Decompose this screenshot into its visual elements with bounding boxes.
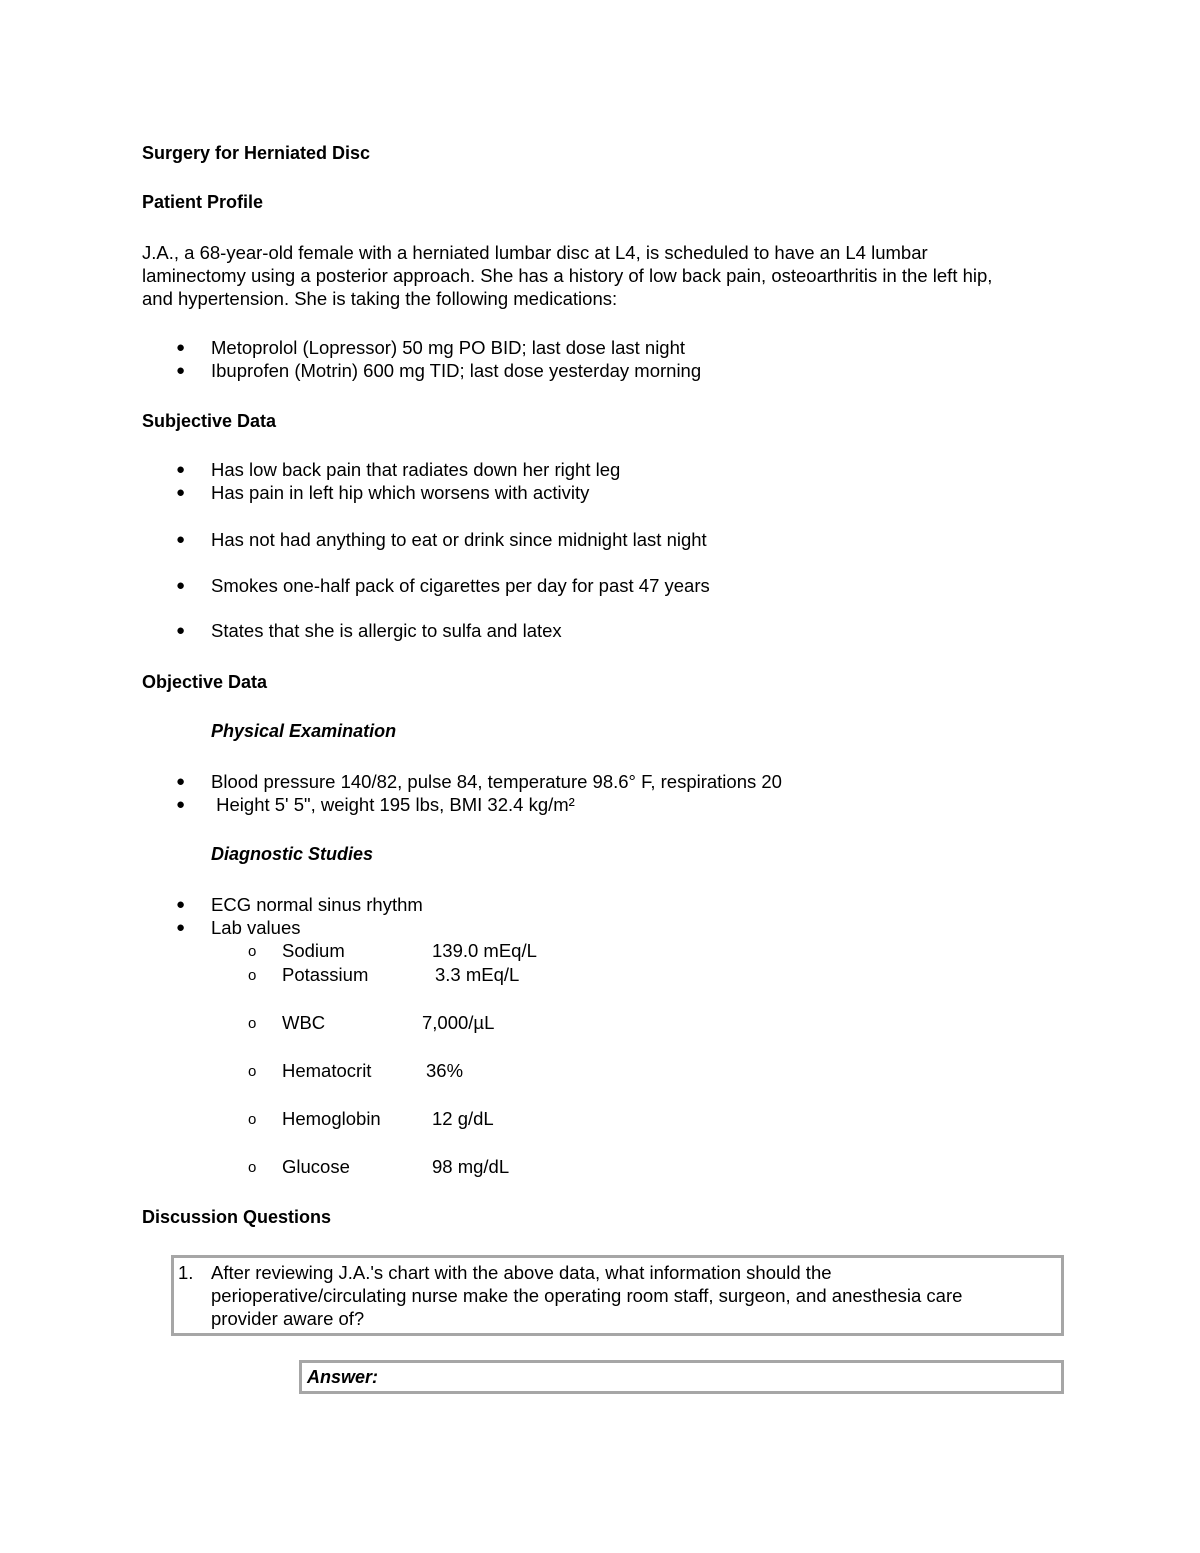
subjective-item: Has low back pain that radiates down her right leg <box>211 459 621 480</box>
bullet-icon: ● <box>176 531 186 548</box>
discussion-heading: Discussion Questions <box>142 1207 332 1227</box>
bullet-icon: ● <box>176 339 186 356</box>
medication-item: Metoprolol (Lopressor) 50 mg PO BID; last dose last night <box>211 337 686 358</box>
physical-item: Blood pressure 140/82, pulse 84, temperature 98.6° F, respirations 20 <box>211 771 782 792</box>
question-line-3: provider aware of? <box>211 1308 365 1329</box>
lab-value: 36% <box>426 1060 464 1081</box>
sub-bullet-icon: o <box>248 943 257 960</box>
profile-line-3: and hypertension. She is taking the following medications: <box>142 288 618 309</box>
lab-value: 7,000/µL <box>422 1012 495 1033</box>
objective-heading: Objective Data <box>142 672 268 692</box>
bullet-icon: ● <box>176 796 186 813</box>
subjective-heading: Subjective Data <box>142 411 277 431</box>
physical-item: Height 5' 5", weight 195 lbs, BMI 32.4 kg/m² <box>211 794 575 815</box>
bullet-icon: ● <box>176 919 186 936</box>
question-number: 1. <box>178 1262 194 1283</box>
lab-name: WBC <box>282 1012 326 1033</box>
lab-value: 139.0 mEq/L <box>432 940 537 961</box>
bullet-icon: ● <box>176 362 186 379</box>
subjective-item: States that she is allergic to sulfa and latex <box>211 620 562 641</box>
document-title: Surgery for Herniated Disc <box>142 143 371 163</box>
question-line-2: perioperative/circulating nurse make the operating room staff, surgeon, and anesthesia care <box>211 1285 963 1306</box>
patient-profile-heading: Patient Profile <box>142 192 264 212</box>
sub-bullet-icon: o <box>248 1015 257 1032</box>
lab-value: 3.3 mEq/L <box>435 964 520 985</box>
bullet-icon: ● <box>176 622 186 639</box>
profile-line-2: laminectomy using a posterior approach. She has a history of low back pain, osteoarthritis in the left hip, <box>142 265 993 286</box>
bullet-icon: ● <box>176 773 186 790</box>
subjective-item: Has pain in left hip which worsens with activity <box>211 482 590 503</box>
lab-name: Sodium <box>282 940 345 961</box>
diagnostic-item: ECG normal sinus rhythm <box>211 894 423 915</box>
sub-bullet-icon: o <box>248 1111 257 1128</box>
subjective-item: Smokes one-half pack of cigarettes per day for past 47 years <box>211 575 710 596</box>
bullet-icon: ● <box>176 577 186 594</box>
lab-name: Hemoglobin <box>282 1108 381 1129</box>
bullet-icon: ● <box>176 461 186 478</box>
lab-name: Potassium <box>282 964 369 985</box>
question-line-1: After reviewing J.A.'s chart with the above data, what information should the <box>211 1262 832 1283</box>
sub-bullet-icon: o <box>248 1159 257 1176</box>
diagnostic-item: Lab values <box>211 917 301 938</box>
medication-item: Ibuprofen (Motrin) 600 mg TID; last dose yesterday morning <box>211 360 702 381</box>
physical-exam-heading: Physical Examination <box>211 721 397 741</box>
bullet-icon: ● <box>176 484 186 501</box>
answer-label: Answer: <box>307 1367 379 1387</box>
lab-value: 12 g/dL <box>432 1108 494 1129</box>
lab-name: Glucose <box>282 1156 350 1177</box>
profile-line-1: J.A., a 68-year-old female with a herniated lumbar disc at L4, is scheduled to have an L4 lumbar <box>142 242 928 263</box>
sub-bullet-icon: o <box>248 1063 257 1080</box>
answer-box[interactable] <box>299 1360 1064 1394</box>
lab-name: Hematocrit <box>282 1060 372 1081</box>
lab-value: 98 mg/dL <box>432 1156 510 1177</box>
sub-bullet-icon: o <box>248 967 257 984</box>
subjective-item: Has not had anything to eat or drink since midnight last night <box>211 529 707 550</box>
bullet-icon: ● <box>176 896 186 913</box>
diagnostic-heading: Diagnostic Studies <box>211 844 374 864</box>
